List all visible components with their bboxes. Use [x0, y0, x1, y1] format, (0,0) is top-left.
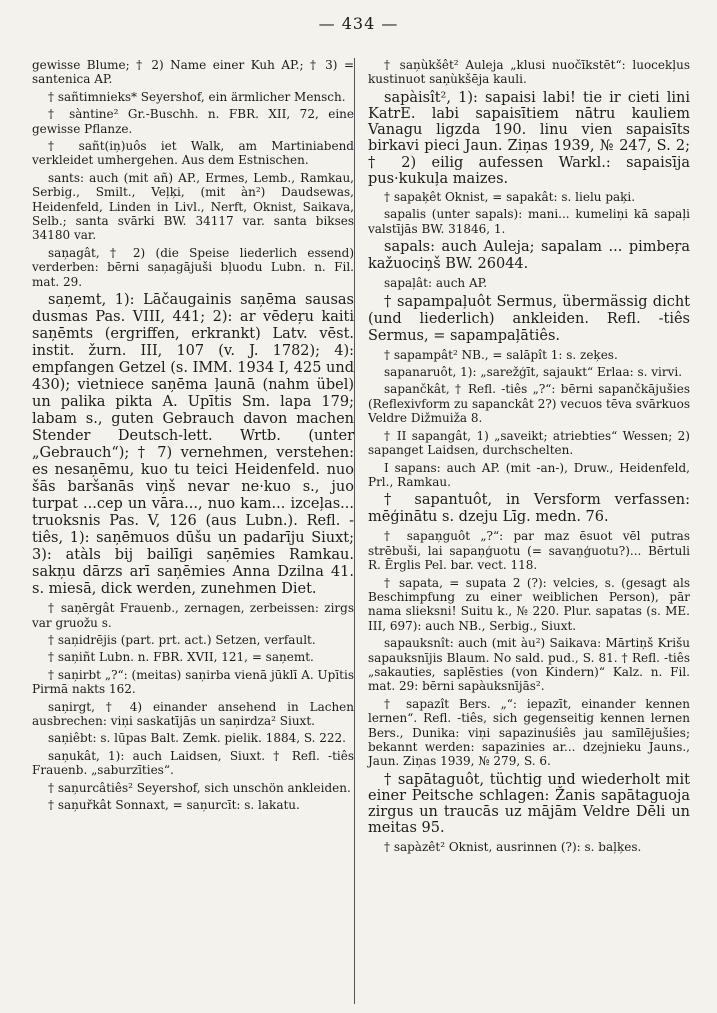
dictionary-entry: † saņiñt Lubn. n. FBR. XVII, 121, = saņemt. — [48, 650, 314, 665]
dictionary-entry: saņukât, 1): auch Laidsen, Siuxt. † Refl. -tiês Frauenb. „saburzīties“. — [32, 748, 354, 778]
dictionary-entry: † sapantuôt, in Versform verfassen: mēģinātu s. dzeju Līg. medn. 76. — [368, 492, 690, 526]
dictionary-entry: † II sapangât, 1) „saveikt; atriebties“ Wessen; 2) sapanget Laidsen, durchschelten. — [368, 428, 690, 458]
dictionary-entry: † saņurcâtiês² Seyershof, sich unschön ankleiden. — [48, 780, 351, 795]
column-divider — [354, 58, 355, 1004]
dictionary-entry: † sapata, = supata 2 (?): velcies, s. (gesagt als Beschimpfung zu einer weiblichen Person), pār nama slieksni! Suitu k., № 220. Plur. sapatas (s. ME. III, 697): auch NB., Serbig., Siuxt. — [368, 575, 690, 633]
left-column — [32, 58, 354, 815]
dictionary-entry: saņemt, 1): Lāčaugainis saņēma sausas dusmas Pas. VIII, 441; 2): ar vēdeŗu kaiti saņēmts (ergriffen, erkrankt) Latv. vēst. instit. žurn. III, 107 (v. J. 1782); 4): empfangen Getzel (s. IMM. 1934 I, 425 und 430); vietniece saņēma ļaunā (nahm übel) un palika pikta A. Upītis Sm. lapa 179; labam s., guten Gebrauch davon machen Stender Deutsch-lett. Wrtb. (unter „Gebrauch“); † 7) vernehmen, verstehen: es nesaņēmu, kuo tu teici Heidenfeld. nuo šās baršanās viņš nevar ne·kuo s., juo turpat ...cep un vāra..., nuo kam... izceļas... truoksnis Pas. V, 126 (aus Lubn.). Refl. -tiês, 1): saņēmuos dūšu un padarīju Siuxt; 3): atàls bij bailīgi saņēmies Ramkau. sakņu dārzs arī saņēmies Anna Dzilna 41. s. miesā, dick werden, zunehmen Diet. — [32, 292, 354, 598]
dictionary-entry: † sapazît Bers. „“: iepazīt, einander kennen lernen“. Refl. -tiês, sich gegenseitig kennen lernen Bers., Dunika: viņi sapazinuśiês jau samīlējušies; bekannt werden: sapazinies ar... dzejnieku Jauns., Jaun. Ziņas 1939, № 279, S. 6. — [368, 696, 690, 769]
dictionary-entry: † saņirbt „?“: (meitas) saņirba vienā jūklī A. Upītis Pirmā nakts 162. — [32, 667, 354, 697]
dictionary-entry: I sapans: auch AP. (mit -an-), Druw., Heidenfeld, Prl., Ramkau. — [368, 460, 690, 489]
dictionary-entry: sants: auch (mit añ) AP., Ermes, Lemb., Ramkau, Serbig., Smilt., Veļķi, (mit àn²) Daudsewas, Heidenfeld, Linden in Livl., Nerft, Oknist, Saikava, Selb.; santa svārki BW. 34117 var. santa bikses 34180 var. — [32, 170, 354, 243]
dictionary-entry: sapàisît², 1): sapaisi labi! tie ir cieti lini KatrE. labi sapaisītiem nātru kauliem Vanagu ligzda 190. linu vien sapaisīts birkavi pieci Jaun. Ziņas 1939, № 247, S. 2; † 2) eilig aufessen Warkl.: sapaisīja pus·kukuļa maizes. — [368, 89, 690, 187]
dictionary-entry: † saņuřkât Sonnaxt, = saņurcīt: s. lakatu. — [48, 797, 300, 812]
dictionary-entry: sapauksnît: auch (mit àu²) Saikava: Mārtiņš Krišu sapauksnījis Blaum. No sald. pud., S. 81. † Refl. -tiês „sakauties, saplēsties (von Kindern)“ Kalz. n. Fil. mat. 29: bērni sapàuksnījās². — [368, 636, 690, 694]
dictionary-entry: † saņidrējis (part. prt. act.) Setzen, verfault. — [48, 632, 316, 647]
dictionary-entry: † saņērgât Frauenb., zernagen, zerbeissen: zirgs var gruožu s. — [32, 601, 354, 630]
dictionary-entry: † sañtimnieks* Seyershof, ein ärmlicher Mensch. — [48, 89, 346, 104]
dictionary-entry: saņiêbt: s. lūpas Balt. Zemk. pielik. 1884, S. 222. — [48, 731, 346, 746]
page-number: — 434 — — [318, 14, 399, 33]
dictionary-entry: † sañt(iņ)uôs iet Walk, am Martiniabend verkleidet umhergehen. Aus dem Estnischen. — [32, 139, 354, 168]
dictionary-entry: sapaļât: auch AP. — [384, 276, 488, 291]
dictionary-entry: † sapaķêt Oknist, = sapakât: s. lielu paķi. — [384, 190, 636, 205]
dictionary-entry: saņirgt, † 4) einander ansehend in Lachen ausbrechen: viņi saskatījās un saņirdza² Siuxt. — [32, 699, 354, 728]
dictionary-entry: sapalis (unter sapals): mani... kumeliņi kā sapaļi valstījās BW. 31846, 1. — [368, 207, 690, 236]
right-column — [368, 58, 690, 857]
dictionary-entry: † sapātaguôt, tüchtig und wiederholt mit einer Peitsche schlagen: Žanis sapātaguoja zirgus un traucās uz mājām Veldre Dēli un meitas 95. — [368, 771, 690, 837]
dictionary-entry: sapančkât, † Refl. -tiês „?“: bērni sapančkājušies (Reflexivform zu sapanckât 2?) vecuos tēva svārkuos Veldre Dižmuiža 8. — [368, 382, 690, 426]
dictionary-entry: † sapampât² NB., = salāpît 1: s. zeķes. — [384, 347, 618, 362]
dictionary-entry: saņagât, † 2) (die Speise liederlich essend) verderben: bērni saņagājuši bļuodu Lubn. n. Fil. mat. 29. — [32, 245, 354, 289]
dictionary-entry: † sàntine² Gr.-Buschh. n. FBR. XII, 72, eine gewisse Pflanze. — [32, 107, 354, 136]
dictionary-entry: gewisse Blume; † 2) Name einer Kuh AP.; † 3) = santenica AP. — [32, 58, 354, 87]
dictionary-entry: † saņùkšêt² Auleja „klusi nuočīkstēt“: luocekļus kustinuot saņùkšēja kauli. — [368, 58, 690, 87]
dictionary-entry: † sapàzêt² Oknist, ausrinnen (?): s. baļķes. — [384, 839, 642, 854]
dictionary-entry: sapals: auch Auleja; sapalam ... pimbeŗa kažuociņš BW. 26044. — [368, 239, 690, 273]
dictionary-entry: † sapaņguôt „?“: par maz ēsuot vēl putras strēbuši, lai sapaņģuotu (= savaņģuotu?)... Bērtuli R. Ērglis Pel. bar. vect. 118. — [368, 529, 690, 573]
dictionary-entry: sapanaruôt, 1): „sarežģīt, sajaukt“ Erlaa: s. virvi. — [384, 365, 683, 380]
dictionary-entry: † sapampaļuôt Sermus, übermässig dicht (und liederlich) ankleiden. Refl. -tiês Sermus, = sapampaļātiês. — [368, 293, 690, 344]
